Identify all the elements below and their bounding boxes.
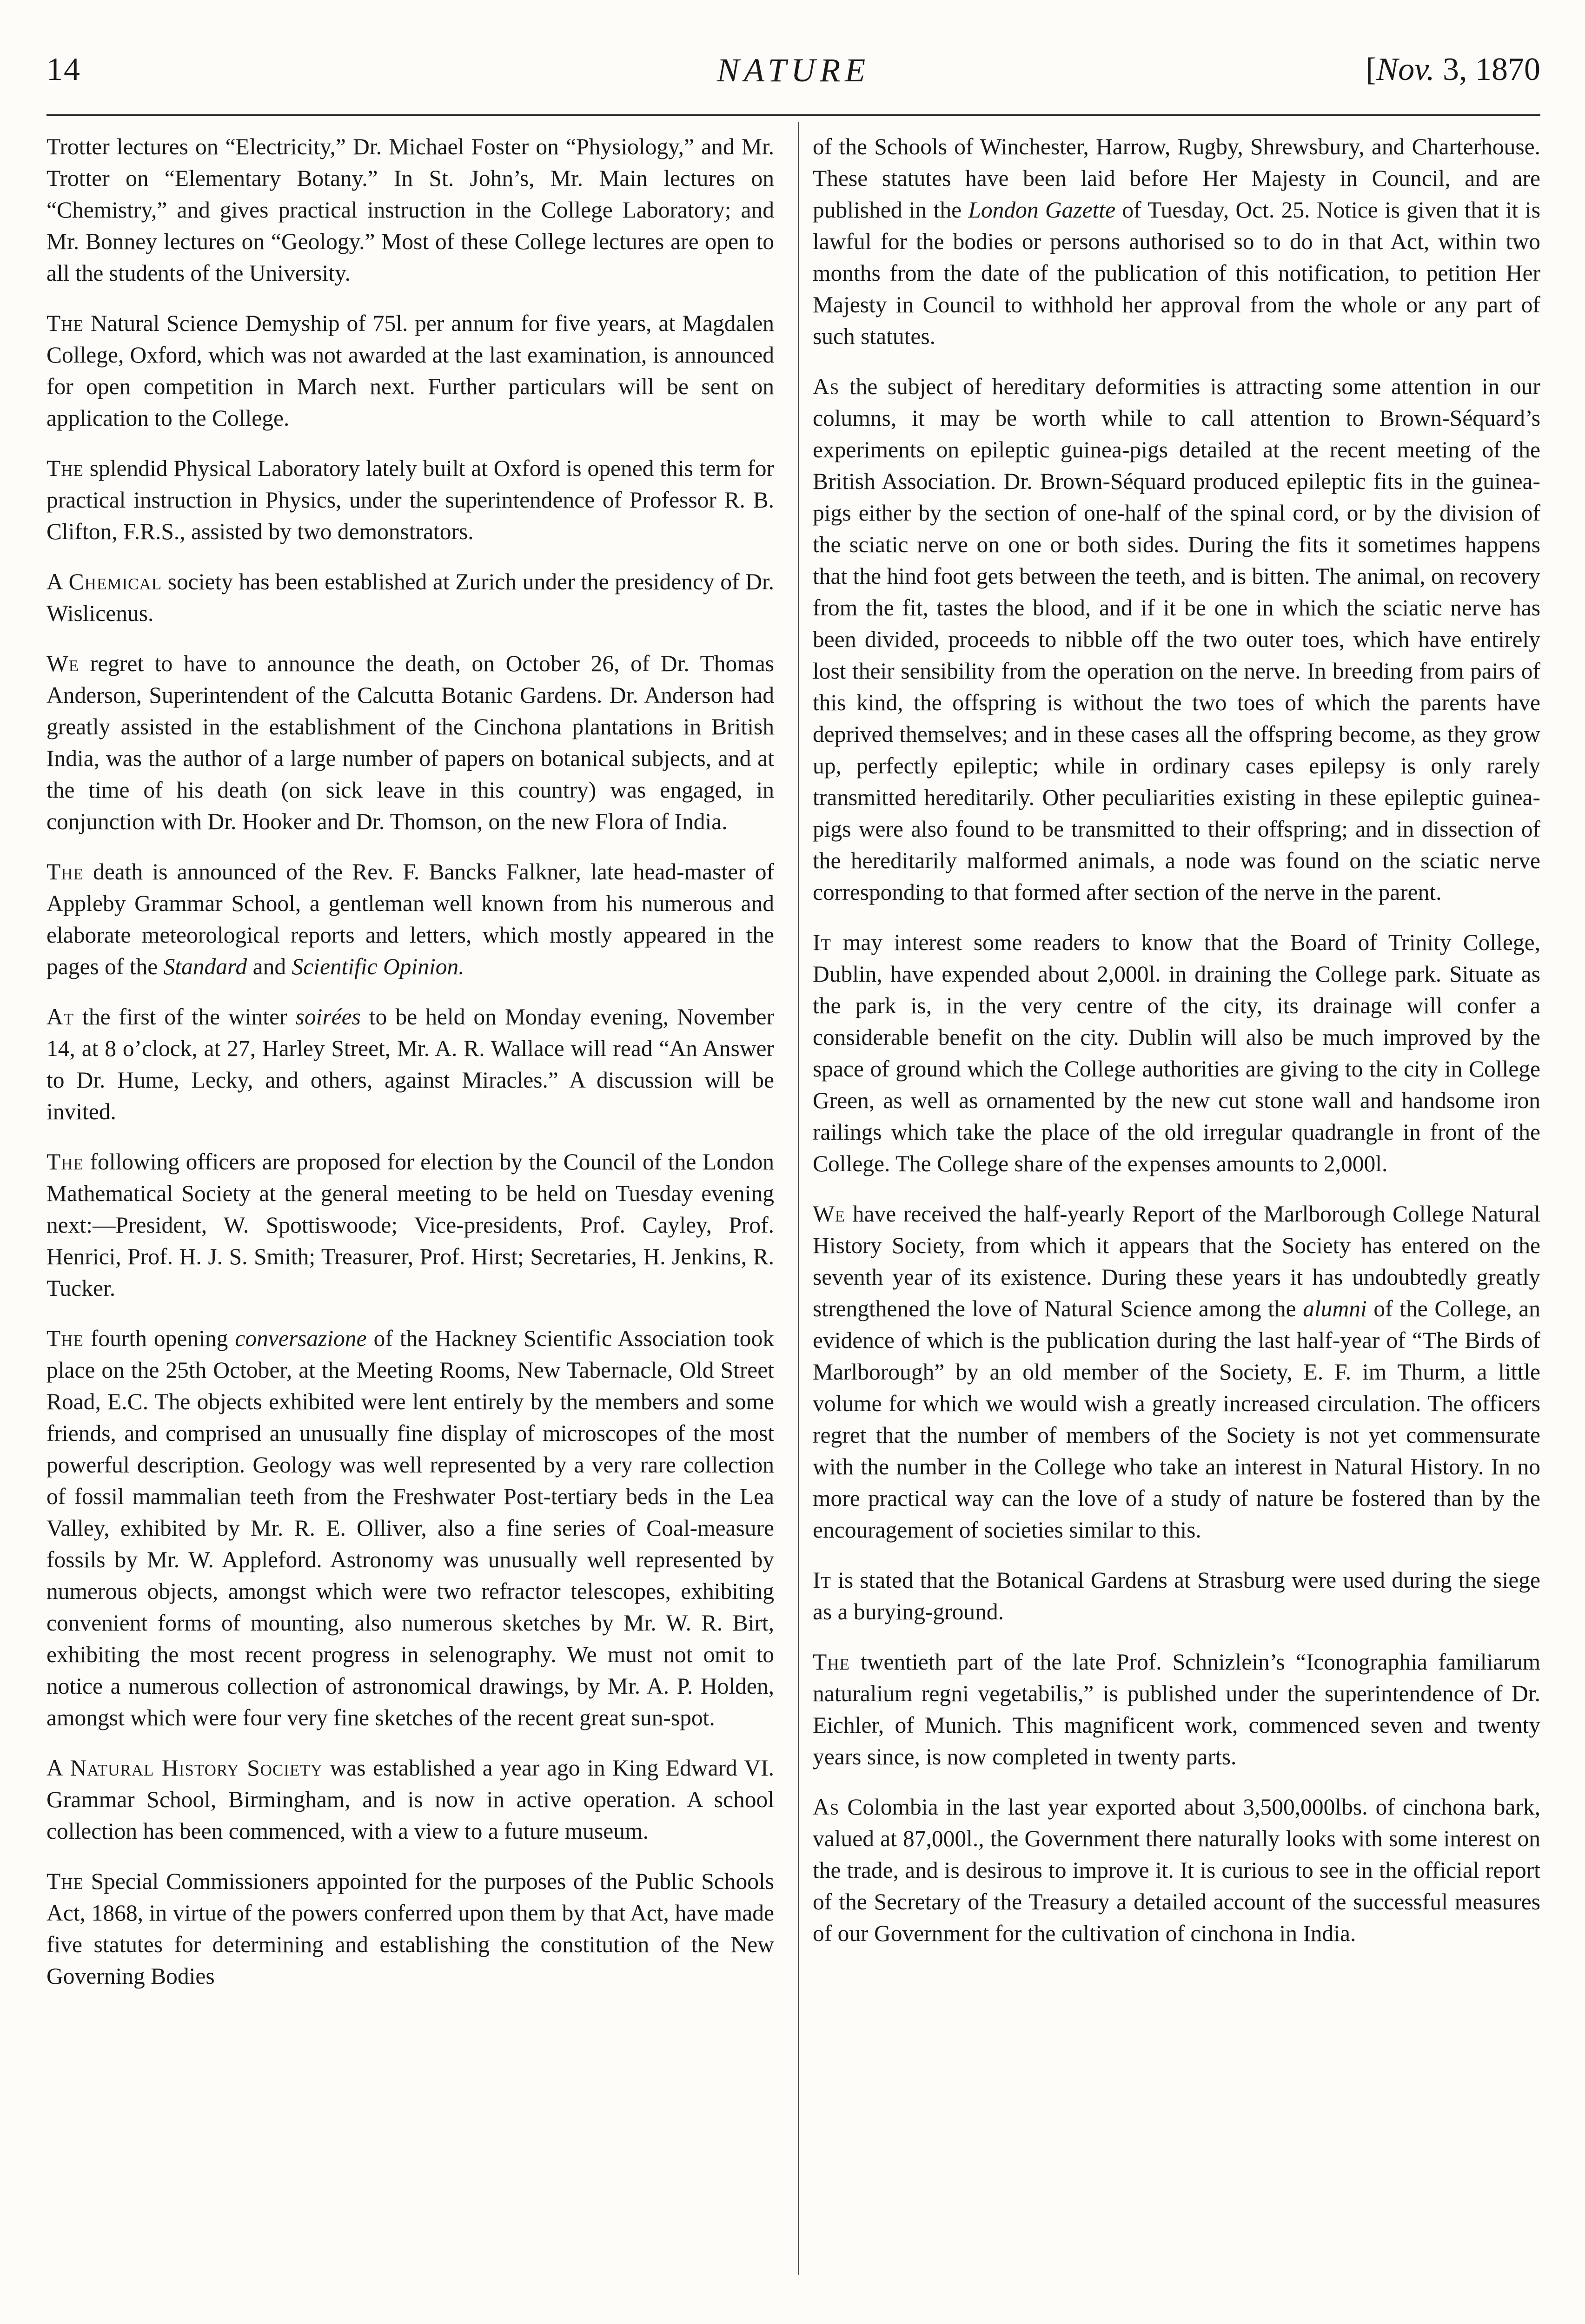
paragraph: It is stated that the Botanical Gardens at Strasburg were used during the siege as a burying-ground. bbox=[813, 1567, 1540, 1624]
column-divider bbox=[798, 122, 799, 2275]
paragraph: The splendid Physical Laboratory lately built at Oxford is opened this term for practical instruction in Physics, under the superintendence of Professor R. B. Clifton, F.R.S., assisted by two demonstrators. bbox=[46, 456, 774, 544]
paragraph: The twentieth part of the late Prof. Schnizlein’s “Iconographia familiarum naturalium regni vegetabilis,” is published under the superintendence of Dr. Eichler, of Munich. This magnificent work, commenced seven and twenty years since, is now completed in twenty parts. bbox=[813, 1649, 1540, 1769]
paragraph: The Natural Science Demyship of 75l. per annum for five years, at Magdalen College, Oxford, which was not awarded at the last examination, is announced for open competition in March next. Further particulars will be sent on application to the College. bbox=[46, 310, 774, 431]
date-month: Nov. bbox=[1376, 52, 1435, 87]
paragraph: We have received the half-yearly Report of the Marlborough College Natural History Society, from which it appears that the Society has entered on the seventh year of its existence. During these years it has undoubtedly greatly strengthened the love of Natural Science among the alumni of the College, an evidence of which is the publication during the last half-year of “The Birds of Marlborough” by an old member of the Society, E. F. im Thurm, a little volume for which we would wish a greatly increased circulation. The officers regret that the number of members of the Society is not yet commensurate with the number in the College who take an interest in Natural History. In no more practical way can the love of a study of nature be fostered than by the encouragement of societies similar to this. bbox=[813, 1201, 1541, 1543]
page-number: 14 bbox=[46, 52, 81, 87]
paragraph: As the subject of hereditary deformities is attracting some attention in our columns, it may be worth while to call attention to Brown-Séquard’s experiments on epileptic guinea-pigs detailed at the recent meeting of the British Association. Dr. Brown-Séquard produced epileptic fits in the guinea-pigs either by the section of one-half of the spinal cord, or by the division of the sciatic nerve on one or both sides. During the fits it sometimes happens that the hind foot gets between the teeth, and is bitten. The animal, on recovery from the fit, tastes the blood, and if it be one in which the sciatic nerve has been divided, proceeds to nibble off the two outer toes, which have entirely lost their sensibility from the operation on the nerve. In breeding from pairs of this kind, the offspring is without the two toes of which the parents have deprived themselves; and in these cases all the offspring become, as they grow up, perfectly epileptic; while in ordinary cases epilepsy is only rarely transmitted hereditarily. Other peculiarities existing in these epileptic guinea-pigs were also found to be transmitted to their offspring; and in dissection of the hereditarily malformed animals, a node was found on the sciatic nerve corresponding to that formed after section of the nerve in the parent. bbox=[813, 374, 1540, 905]
date-rest: 3, 1870 bbox=[1434, 52, 1540, 87]
paragraph: The death is announced of the Rev. F. Bancks Falkner, late head-master of Appleby Grammar School, a gentleman well known from his numerous and elaborate meteorological reports and letters, which mostly appeared in the pages of the Standard and Scientific Opinion. bbox=[46, 859, 774, 979]
paragraph: A Natural History Society was established a year ago in King Edward VI. Grammar School, Birmingham, and is now in active operation. A school collection has been commenced, with a view to a future museum. bbox=[46, 1755, 774, 1844]
paragraph: A Chemical society has been established at Zurich under the presidency of Dr. Wislicenus. bbox=[46, 569, 775, 626]
paragraph: of the Schools of Winchester, Harrow, Rugby, Shrewsbury, and Charterhouse. These statutes have been laid before Her Majesty in Council, and are published in the London Gazette of Tuesday, Oct. 25. Notice is given that it is lawful for the bodies or persons authorised so to do in that Act, within two months from the date of the publication of this notification, to petition Her Majesty in Council to withhold her approval from the whole or any part of such statutes. bbox=[813, 134, 1540, 349]
date-bracket: [ bbox=[1366, 52, 1377, 87]
right-column bbox=[813, 131, 1540, 1968]
paragraph: Trotter lectures on “Electricity,” Dr. Michael Foster on “Physiology,” and Mr. Trotter on “Elementary Botany.” In St. John’s, Mr. Main lectures on “Chemistry,” and gives practical instruction in the College Laboratory; and Mr. Bonney lectures on “Geology.” Most of these College lectures are open to all the students of the University. bbox=[46, 134, 774, 286]
paragraph: At the first of the winter soirées to be held on Monday evening, November 14, at 8 o’clock, at 27, Harley Street, Mr. A. R. Wallace will read “An Answer to Dr. Hume, Lecky, and others, against Miracles.” A discussion will be invited. bbox=[46, 1004, 774, 1124]
journal-title: NATURE bbox=[716, 52, 870, 89]
left-column bbox=[46, 131, 774, 2011]
paragraph: We regret to have to announce the death, on October 26, of Dr. Thomas Anderson, Superintendent of the Calcutta Botanic Gardens. Dr. Anderson had greatly assisted in the establishment of the Cinchona plantations in British India, was the author of a large number of papers on botanical subjects, and at the time of his death (on sick leave in this country) was engaged, in conjunction with Dr. Hooker and Dr. Thomson, on the new Flora of India. bbox=[46, 651, 774, 834]
page-header bbox=[46, 51, 1540, 107]
paragraph: The Special Commissioners appointed for the purposes of the Public Schools Act, 1868, in virtue of the powers conferred upon them by that Act, have made five statutes for determining and establishing the constitution of the New Governing Bodies bbox=[46, 1868, 774, 1989]
paragraph: The following officers are proposed for election by the Council of the London Mathematical Society at the general meeting to be held on Tuesday evening next:—President, W. Spottiswoode; Vice-presidents, Prof. Cayley, Prof. Henrici, Prof. H. J. S. Smith; Treasurer, Prof. Hirst; Secretaries, H. Jenkins, R. Tucker. bbox=[46, 1149, 774, 1301]
paragraph: As Colombia in the last year exported about 3,500,000lbs. of cinchona bark, valued at 87,000l., the Government there naturally looks with some interest on the trade, and is desirous to improve it. It is curious to see in the official report of the Secretary of the Treasury a detailed account of the successful measures of our Government for the cultivation of cinchona in India. bbox=[813, 1794, 1540, 1946]
issue-date bbox=[1366, 51, 1540, 88]
paragraph: It may interest some readers to know that the Board of Trinity College, Dublin, have expended about 2,000l. in draining the College park. Situate as the park is, in the very centre of the city, its drainage will confer a considerable benefit on the city. Dublin will also be much improved by the space of ground which the College authorities are giving to the city in College Green, as well as ornamented by the new cut stone wall and handsome iron railings which take the place of the old irregular quadrangle in front of the College. The College share of the expenses amounts to 2,000l. bbox=[813, 930, 1540, 1176]
header-rule bbox=[46, 114, 1540, 116]
paragraph: The fourth opening conversazione of the Hackney Scientific Association took place on the 25th October, at the Meeting Rooms, New Tabernacle, Old Street Road, E.C. The objects exhibited were lent entirely by the members and some friends, and comprised an unusually fine display of microscopes of the most powerful description. Geology was well represented by a very rare collection of fossil mammalian teeth from the Freshwater Post-tertiary beds in the Lea Valley, exhibited by Mr. R. E. Olliver, also a fine series of Coal-measure fossils by Mr. W. Appleford. Astronomy was unusually well represented by numerous objects, amongst which were two refractor telescopes, exhibiting convenient forms of mounting, also numerous sketches by Mr. W. R. Birt, exhibiting the most recent progress in selenography. We must not omit to notice a numerous collection of astronomical drawings, by Mr. A. P. Holden, amongst which were four very fine sketches of the recent great sun-spot. bbox=[46, 1326, 774, 1730]
